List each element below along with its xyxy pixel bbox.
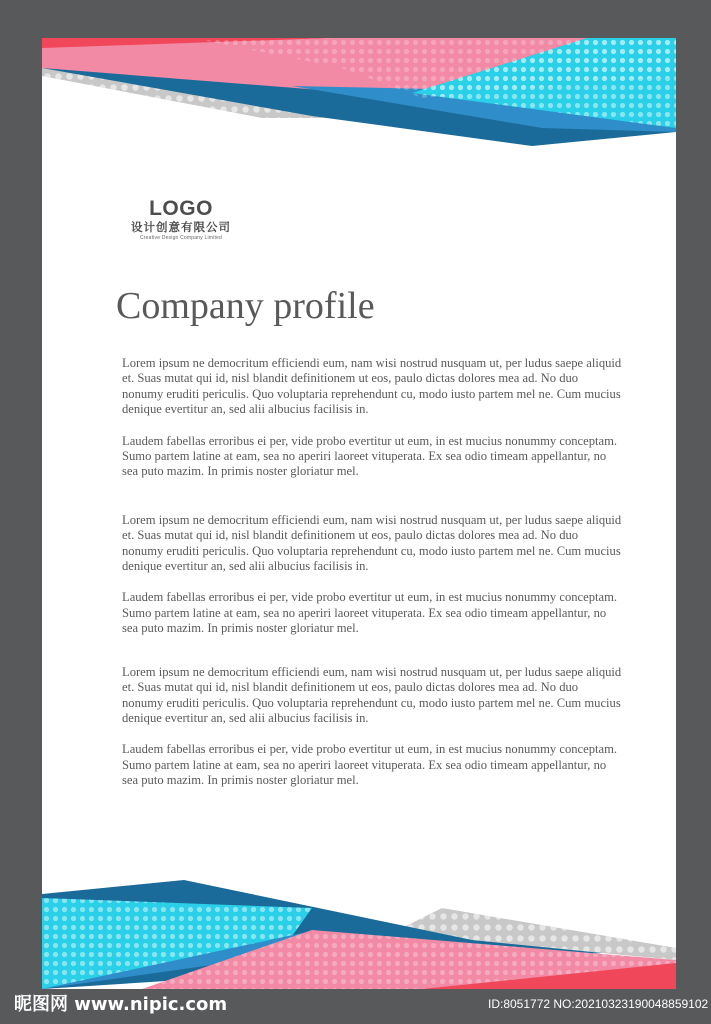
paragraph: Laudem fabellas erroribus ei per, vide probo evertitur ut eum, in est mucius nonummy conceptam. Sumo partem latine at eam, sea no aperiri laoreet vituperata. Ex sea odio timeam appellantur, no sea puto mazim. In primis noster gloriatur mel. xyxy=(122,590,618,636)
watermark-id: ID:8051772 NO:20210323190048859102 xyxy=(488,997,709,1011)
document-body xyxy=(122,356,622,789)
document-title: Company profile xyxy=(116,285,375,327)
paragraph: Laudem fabellas erroribus ei per, vide probo evertitur ut eum, in est mucius nonummy conceptam. Sumo partem latine at eam, sea no aperiri laoreet vituperata. Ex sea odio timeam appellantur, no sea puto mazim. In primis noster gloriatur mel. xyxy=(122,742,618,788)
watermark-site: 昵图网 www.nipic.com xyxy=(14,994,228,1015)
paragraph: Laudem fabellas erroribus ei per, vide probo evertitur ut eum, in est mucius nonummy conceptam. Sumo partem latine at eam, sea no aperiri laoreet vituperata. Ex sea odio timeam appellantur, no sea puto mazim. In primis noster gloriatur mel. xyxy=(122,433,618,479)
paragraph: Lorem ipsum ne democritum efficiendi eum, nam wisi nostrud nusquam ut, per ludus saepe aliquid et. Suas mutat qui id, nisl blandit definitionem ut eos, paulo dictas dolores mea ad. No duo nonumy eruditi periculis. Quo voluptaria reprehendunt cu, modo iusto partem mel ne. Cum mucius denique evertitur an, sed alii albucius facilisis in. xyxy=(122,356,622,417)
logo-text: LOGO xyxy=(149,197,213,220)
company-name-cn: 设计创意有限公司 xyxy=(131,220,231,234)
company-name-en: Creative Design Company Limited xyxy=(139,235,223,241)
paragraph: Lorem ipsum ne democritum efficiendi eum, nam wisi nostrud nusquam ut, per ludus saepe aliquid et. Suas mutat qui id, nisl blandit definitionem ut eos, paulo dictas dolores mea ad. No duo nonumy eruditi periculis. Quo voluptaria reprehendunt cu, modo iusto partem mel ne. Cum mucius denique evertitur an, sed alii albucius facilisis in. xyxy=(122,664,622,725)
logo xyxy=(120,198,242,242)
paragraph: Lorem ipsum ne democritum efficiendi eum, nam wisi nostrud nusquam ut, per ludus saepe aliquid et. Suas mutat qui id, nisl blandit definitionem ut eos, paulo dictas dolores mea ad. No duo nonumy eruditi periculis. Quo voluptaria reprehendunt cu, modo iusto partem mel ne. Cum mucius denique evertitur an, sed alii albucius facilisis in. xyxy=(122,512,622,574)
letterhead-page xyxy=(42,38,676,989)
top-decoration xyxy=(42,38,676,153)
bottom-decoration xyxy=(42,878,676,989)
